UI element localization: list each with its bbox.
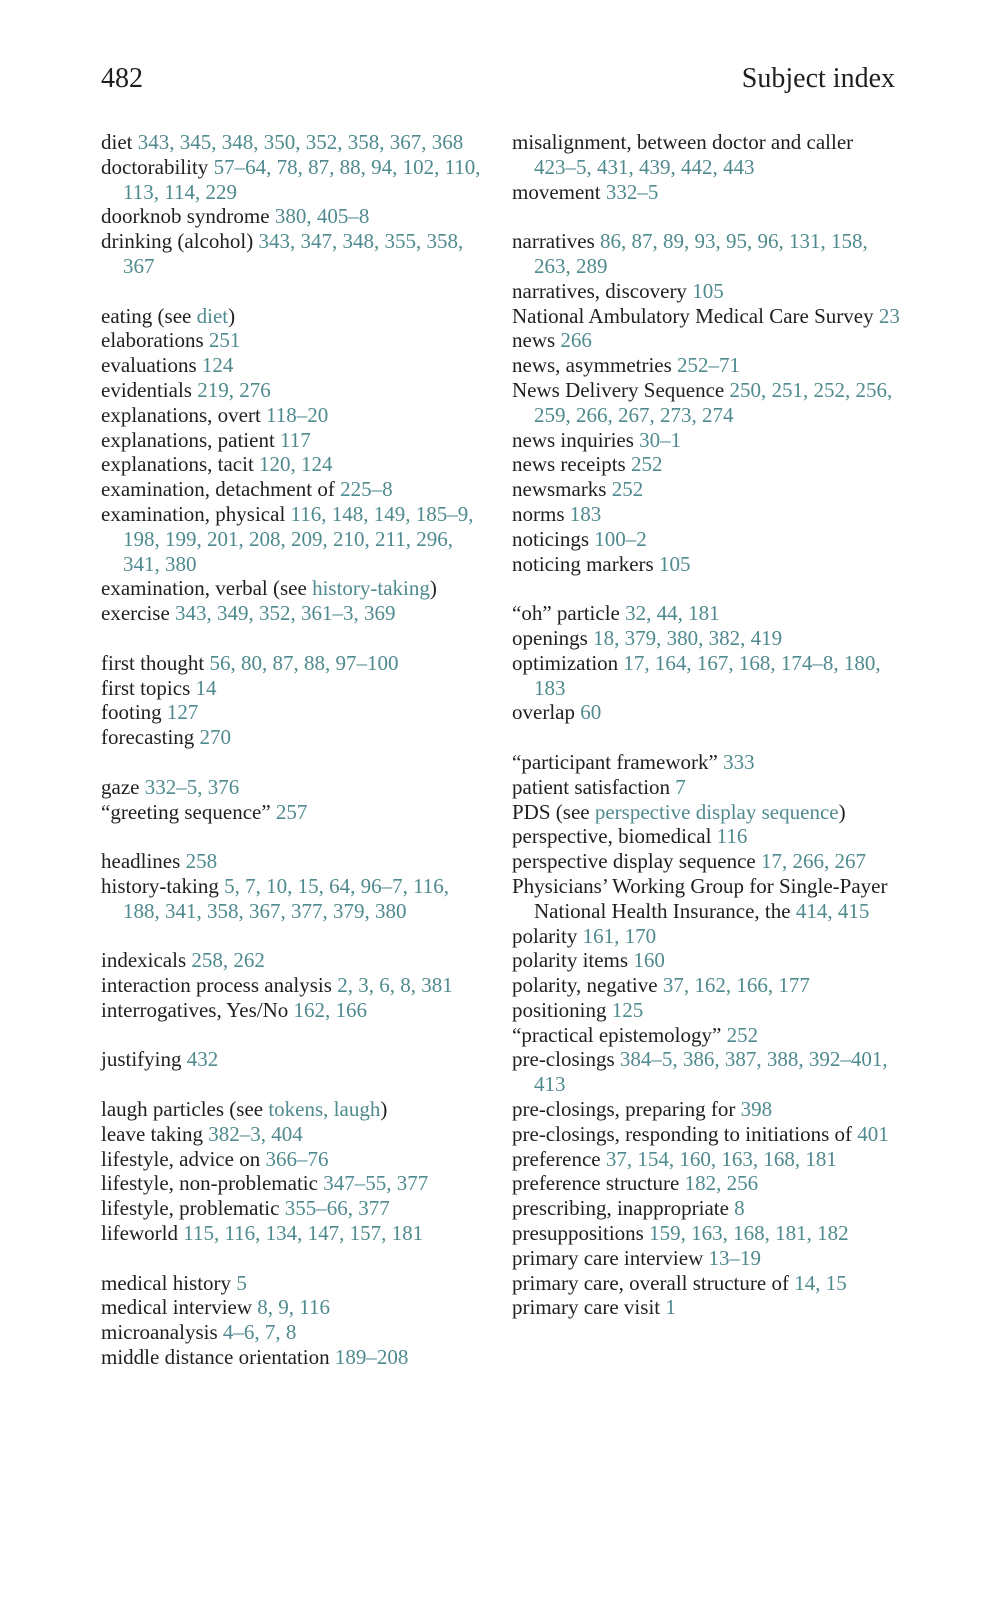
index-term: news (512, 328, 561, 353)
page-reference[interactable]: 398 (740, 1097, 773, 1122)
index-entry (512, 527, 900, 552)
index-column-right (512, 130, 900, 1320)
index-entry (101, 800, 486, 825)
index-term: norms (512, 501, 570, 526)
index-term: exercise (101, 601, 176, 626)
letter-group-gap (512, 204, 900, 229)
page-reference[interactable]: 159, 163, 168, 181, 182 (649, 1221, 849, 1246)
page-reference[interactable]: 266 (560, 328, 592, 353)
index-term: National Ambulatory Medical Care Survey (512, 303, 879, 328)
index-entry (512, 130, 900, 180)
index-term: perspective display sequence (512, 849, 761, 874)
page-reference[interactable]: diet (196, 303, 229, 328)
index-term-closing: ) (429, 576, 437, 601)
letter-group-gap (512, 576, 900, 601)
page-reference[interactable]: 189–208 (334, 1345, 409, 1370)
index-term: patient satisfaction (512, 774, 676, 799)
page-reference[interactable]: history-taking (312, 576, 430, 601)
page-number: 482 (101, 63, 143, 94)
index-entry (512, 1047, 900, 1097)
index-term: first thought (101, 650, 210, 675)
index-entry (101, 1320, 486, 1345)
index-entry (512, 924, 900, 949)
index-entry (101, 477, 486, 502)
index-term: “greeting sequence” (101, 799, 276, 824)
page-reference[interactable]: 182, 256 (684, 1171, 759, 1196)
index-term: indexicals (101, 948, 192, 973)
index-term: polarity, negative (512, 973, 663, 998)
page-reference[interactable]: 414, 415 (795, 898, 870, 923)
index-entry (512, 502, 900, 527)
index-entry (101, 849, 486, 874)
letter-group-gap (101, 924, 486, 949)
index-term: history-taking (101, 873, 225, 898)
index-term: laugh particles (see (101, 1097, 269, 1122)
page-reference[interactable]: 343, 349, 352, 361–3, 369 (175, 601, 396, 626)
index-term: News Delivery Sequence (512, 377, 730, 402)
index-term: medical history (101, 1270, 237, 1295)
page-reference[interactable]: 8, 9, 116 (257, 1295, 331, 1320)
page-reference[interactable]: 14, 15 (794, 1270, 847, 1295)
page-reference[interactable]: 124 (201, 353, 234, 378)
index-term-closing: ) (228, 303, 236, 328)
letter-group-gap (101, 824, 486, 849)
page-reference[interactable]: 120, 124 (259, 452, 333, 477)
index-entry (512, 700, 900, 725)
index-term: middle distance orientation (101, 1345, 335, 1370)
page-reference[interactable]: 37, 154, 160, 163, 168, 181 (605, 1146, 837, 1171)
index-term: overlap (512, 700, 581, 725)
page-reference[interactable]: 162, 166 (293, 997, 367, 1022)
index-entry (512, 849, 900, 874)
index-entry (101, 204, 486, 229)
index-term: polarity (512, 923, 583, 948)
index-entry (101, 1122, 486, 1147)
index-entry (101, 1196, 486, 1221)
index-term: doctorability (101, 154, 214, 179)
page-reference[interactable]: 160 (633, 948, 665, 973)
index-column-left (101, 130, 486, 1370)
index-entry (101, 874, 486, 924)
page-reference[interactable]: 14 (195, 675, 217, 700)
page-reference[interactable]: 8 (734, 1196, 745, 1221)
index-entry (512, 229, 900, 279)
index-term: movement (512, 179, 606, 204)
page-reference[interactable]: 252–71 (677, 353, 741, 378)
page-reference[interactable]: 252 (726, 1022, 759, 1047)
index-term: lifeworld (101, 1221, 184, 1246)
index-entry (512, 477, 900, 502)
page-reference[interactable]: 17, 164, 167, 168, 174–8, 180, 183 (534, 650, 881, 700)
letter-group-gap (101, 626, 486, 651)
letter-group-gap (101, 1072, 486, 1097)
index-entry (512, 1246, 900, 1271)
index-entry (101, 502, 486, 576)
index-entry (512, 552, 900, 577)
index-term: “practical epistemology” (512, 1022, 727, 1047)
index-entry (512, 948, 900, 973)
index-entry (101, 998, 486, 1023)
index-entry (512, 1295, 900, 1320)
page-reference[interactable]: 382–3, 404 (208, 1121, 303, 1146)
page-reference[interactable]: 252 (630, 452, 663, 477)
index-entry (512, 353, 900, 378)
index-entry (101, 601, 486, 626)
page-reference[interactable]: 332–5 (605, 179, 659, 204)
page-reference[interactable]: 4–6, 7, 8 (222, 1320, 297, 1345)
index-entry (512, 775, 900, 800)
index-entry (101, 1147, 486, 1172)
page-reference[interactable]: 7 (675, 774, 686, 799)
index-term-closing: ) (380, 1097, 388, 1122)
index-term: preference (512, 1146, 606, 1171)
index-term: misalignment, between doctor and caller (512, 130, 854, 154)
index-entry (101, 676, 486, 701)
page-reference[interactable]: 18, 379, 380, 382, 419 (593, 625, 783, 650)
index-entry (101, 130, 486, 155)
index-entry (101, 725, 486, 750)
index-term: explanations, tacit (101, 452, 260, 477)
index-term: news, asymmetries (512, 353, 678, 378)
index-entry (101, 1221, 486, 1246)
index-entry (101, 1171, 486, 1196)
index-term: optimization (512, 650, 624, 675)
index-entry (512, 180, 900, 205)
index-entry (101, 1271, 486, 1296)
index-term: explanations, patient (101, 427, 281, 452)
page-reference[interactable]: 355–66, 377 (284, 1196, 390, 1221)
letter-group-gap (101, 750, 486, 775)
index-entry (101, 1345, 486, 1370)
index-term: doorknob syndrome (101, 204, 275, 229)
index-entry (512, 824, 900, 849)
page-reference[interactable]: 258 (185, 849, 218, 874)
index-entry (101, 452, 486, 477)
index-term: evaluations (101, 353, 202, 378)
page-reference[interactable]: 401 (857, 1121, 889, 1146)
index-term: noticings (512, 526, 595, 551)
index-term: “participant framework” (512, 749, 724, 774)
index-term: pre-closings, preparing for (512, 1097, 741, 1122)
index-entry (512, 428, 900, 453)
index-term: Physicians’ Working Group for Single-Payer National Health Insurance, the (512, 873, 888, 923)
page-reference[interactable]: 332–5, 376 (144, 774, 240, 799)
index-term: lifestyle, non-problematic (101, 1171, 324, 1196)
page-reference[interactable]: 258, 262 (191, 948, 265, 973)
page-reference[interactable]: 86, 87, 89, 93, 95, 96, 131, 158, 263, 289 (534, 229, 868, 278)
page-reference[interactable]: 251 (208, 328, 241, 353)
index-entry (512, 452, 900, 477)
index-term: evidentials (101, 377, 198, 402)
index-entry (101, 576, 486, 601)
page-reference[interactable]: 116, 148, 149, 185–9, 198, 199, 201, 208, 209, 210, 211, 296, 341, 380 (123, 501, 474, 576)
index-term: microanalysis (101, 1320, 223, 1345)
page-reference[interactable]: 252 (611, 477, 644, 502)
index-entry (101, 948, 486, 973)
index-entry (101, 973, 486, 998)
index-term: primary care visit (512, 1295, 666, 1320)
index-entry (512, 1221, 900, 1246)
index-term: news receipts (512, 452, 631, 477)
index-term: presuppositions (512, 1221, 650, 1246)
page-reference[interactable]: 380, 405–8 (274, 204, 370, 229)
index-term-closing: ) (838, 799, 846, 824)
page-reference[interactable]: 105 (692, 278, 724, 303)
page-reference[interactable]: 2, 3, 6, 8, 381 (337, 973, 453, 998)
index-entry (101, 328, 486, 353)
letter-group-gap (512, 725, 900, 750)
index-entry (101, 1295, 486, 1320)
index-entry (101, 155, 486, 205)
index-term: perspective, biomedical (512, 824, 717, 849)
index-term: polarity items (512, 948, 634, 973)
letter-group-gap (101, 1023, 486, 1048)
index-entry (512, 1147, 900, 1172)
page-reference[interactable]: 57–64, 78, 87, 88, 94, 102, 110, 113, 114, 229 (123, 154, 481, 204)
page-reference[interactable]: 116 (716, 824, 748, 849)
index-entry (512, 626, 900, 651)
index-term: medical interview (101, 1295, 258, 1320)
index-entry (512, 874, 900, 924)
index-term: interaction process analysis (101, 973, 338, 998)
index-entry (512, 1196, 900, 1221)
index-entry (512, 973, 900, 998)
index-term: “oh” particle (512, 601, 626, 626)
page-reference[interactable]: 219, 276 (197, 377, 271, 402)
page-reference[interactable]: 13–19 (708, 1245, 761, 1270)
index-entry (512, 328, 900, 353)
running-head: Subject index (741, 63, 895, 94)
index-entry (101, 378, 486, 403)
index-entry (101, 1097, 486, 1122)
page-reference[interactable]: 384–5, 386, 387, 388, 392–401, 413 (534, 1047, 888, 1097)
index-term: pre-closings (512, 1047, 620, 1072)
index-entry (101, 700, 486, 725)
page-reference[interactable]: 56, 80, 87, 88, 97–100 (209, 650, 399, 675)
index-entry (512, 750, 900, 775)
index-term: pre-closings, responding to initiations of (512, 1121, 858, 1146)
index-entry (512, 800, 900, 825)
page-reference[interactable]: 30–1 (639, 427, 682, 452)
index-entry (512, 1171, 900, 1196)
index-entry (512, 378, 900, 428)
index-term: diet (101, 130, 138, 154)
index-entry (512, 279, 900, 304)
index-term: PDS (see (512, 799, 595, 824)
index-term: drinking (alcohol) (101, 229, 259, 254)
page-reference[interactable]: 118–20 (266, 402, 329, 427)
page-reference[interactable]: 347–55, 377 (323, 1171, 429, 1196)
index-term: noticing markers (512, 551, 659, 576)
page-reference[interactable]: 32, 44, 181 (625, 601, 720, 626)
page-reference[interactable]: 127 (166, 700, 199, 725)
index-term: forecasting (101, 725, 200, 750)
index-term: elaborations (101, 328, 209, 353)
index-entry (512, 1097, 900, 1122)
index-term: primary care interview (512, 1245, 709, 1270)
page-reference[interactable]: 257 (275, 799, 308, 824)
index-term: lifestyle, problematic (101, 1196, 285, 1221)
index-term: newsmarks (512, 477, 612, 502)
index-term: headlines (101, 849, 186, 874)
index-entry (101, 229, 486, 279)
index-term: interrogatives, Yes/No (101, 997, 294, 1022)
page-reference[interactable]: 115, 116, 134, 147, 157, 181 (183, 1221, 424, 1246)
index-term: prescribing, inappropriate (512, 1196, 735, 1221)
index-entry (101, 403, 486, 428)
page-reference[interactable]: 343, 347, 348, 355, 358, 367 (123, 229, 464, 278)
index-entry (101, 304, 486, 329)
index-term: primary care, overall structure of (512, 1270, 795, 1295)
page-reference[interactable]: 37, 162, 166, 177 (662, 973, 810, 998)
index-entry (512, 998, 900, 1023)
page-reference[interactable]: 333 (723, 749, 755, 774)
index-entry (101, 353, 486, 378)
letter-group-gap (101, 279, 486, 304)
index-term: lifestyle, advice on (101, 1146, 266, 1171)
index-entry (101, 651, 486, 676)
page-reference[interactable]: 5 (236, 1270, 247, 1295)
page-reference[interactable]: 117 (280, 427, 311, 452)
page-reference[interactable]: 183 (569, 501, 602, 526)
index-entry (101, 775, 486, 800)
index-term: explanations, overt (101, 402, 267, 427)
index-term: examination, physical (101, 501, 291, 526)
index-term: narratives (512, 229, 601, 254)
index-entry (512, 1271, 900, 1296)
index-term: examination, detachment of (101, 477, 341, 502)
page-reference[interactable]: 5, 7, 10, 15, 64, 96–7, 116, 188, 341, 358, 367, 377, 379, 380 (123, 873, 450, 923)
page-reference[interactable]: 161, 170 (582, 923, 657, 948)
page-reference[interactable]: 343, 345, 348, 350, 352, 358, 367, 368 (137, 130, 464, 154)
page-reference[interactable]: 100–2 (594, 526, 647, 551)
index-entry (512, 1122, 900, 1147)
page-reference[interactable]: 423–5, 431, 439, 442, 443 (534, 154, 755, 179)
index-term: news inquiries (512, 427, 640, 452)
index-entry (101, 1047, 486, 1072)
page-reference[interactable]: 105 (658, 551, 691, 576)
index-entry (512, 1023, 900, 1048)
index-entry (101, 428, 486, 453)
page-reference[interactable]: tokens, laugh (268, 1097, 381, 1122)
index-term: justifying (101, 1047, 187, 1072)
index-term: gaze (101, 774, 145, 799)
index-entry (512, 304, 900, 329)
page-reference[interactable]: 60 (580, 700, 602, 725)
index-term: narratives, discovery (512, 278, 693, 303)
letter-group-gap (101, 1246, 486, 1271)
page-reference[interactable]: 432 (186, 1047, 219, 1072)
index-term: openings (512, 625, 594, 650)
page-reference[interactable]: perspective display sequence (594, 799, 839, 824)
page-reference[interactable]: 23 (878, 303, 900, 328)
index-term: positioning (512, 997, 612, 1022)
page-reference[interactable]: 1 (665, 1295, 676, 1320)
index-entry (512, 651, 900, 701)
index-term: footing (101, 700, 167, 725)
index-term: examination, verbal (see (101, 576, 313, 601)
page-reference[interactable]: 225–8 (340, 477, 393, 502)
index-term: leave taking (101, 1121, 209, 1146)
page-reference[interactable]: 270 (199, 725, 232, 750)
page-reference[interactable]: 366–76 (265, 1146, 329, 1171)
index-term: first topics (101, 675, 196, 700)
page-reference[interactable]: 250, 251, 252, 256, 259, 266, 267, 273, 274 (534, 377, 893, 427)
page-reference[interactable]: 17, 266, 267 (761, 849, 866, 874)
index-term: eating (see (101, 303, 197, 328)
page-reference[interactable]: 125 (611, 997, 644, 1022)
index-entry (512, 601, 900, 626)
index-term: preference structure (512, 1171, 685, 1196)
